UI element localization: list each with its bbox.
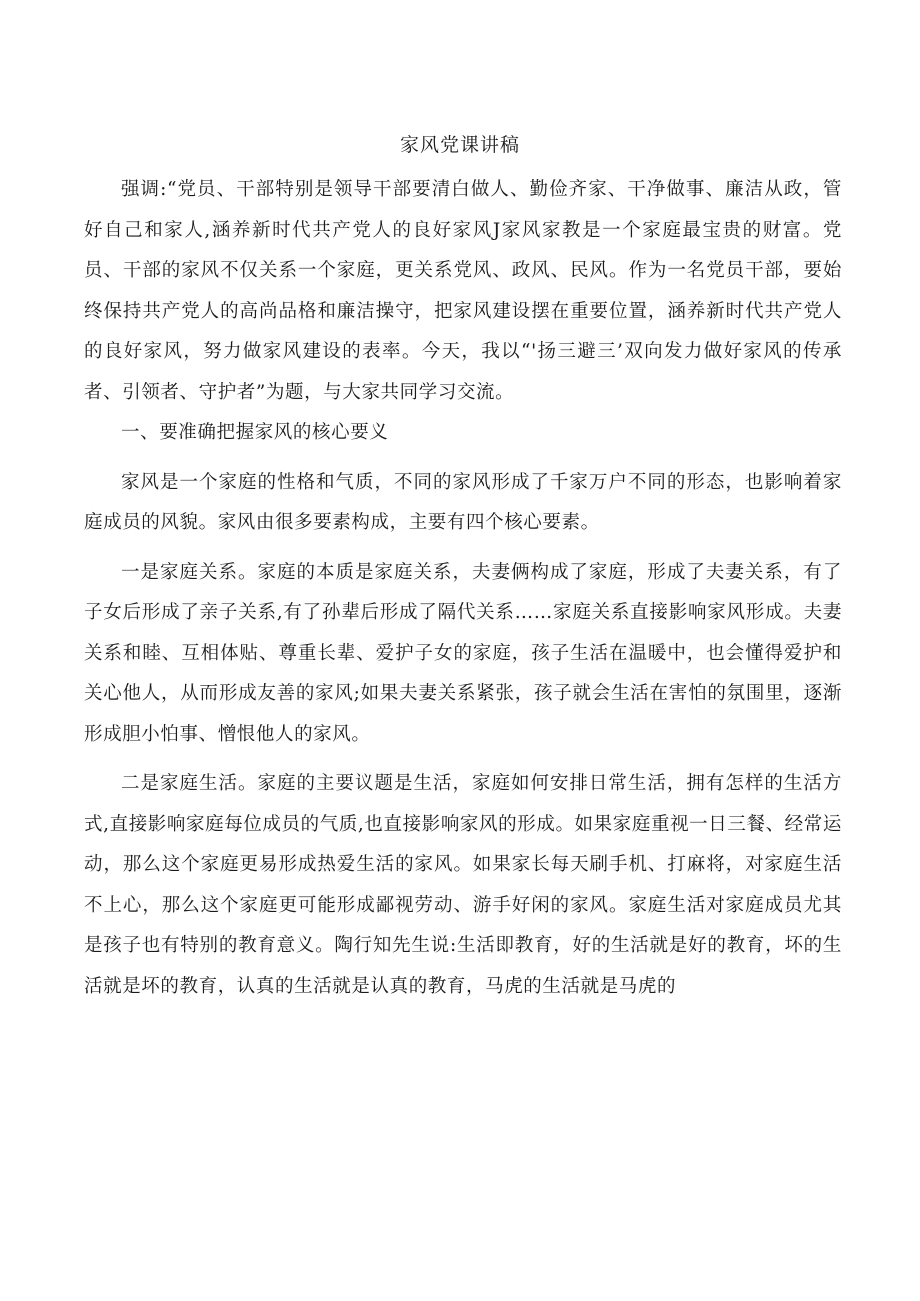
document-title: 家风党课讲稿	[399, 134, 520, 156]
paragraph-family-style: 家风是一个家庭的性格和气质，不同的家风形成了千家万户不同的形态，也影响着家庭成员的风貌。家风由很多要素构成，主要有四个核心要素。	[84, 471, 842, 533]
intro-paragraph: 强调:“党员、干部特别是领导干部要清白做人、勤俭齐家、干净做事、廉洁从政，管好自己和家人,涵养新时代共产党人的良好家风J家风家教是一个家庭最宝贵的财富。党员、干部的家风不仅关系一个家庭，更关系党风、政风、民风。作为一名党员干部，要始终保持共产党人的高尚品格和廉洁操守，把家风建设摆在重要位置，涵养新时代共产党人的良好家风，努力做家风建设的表率。今天，我以“'扬三避三’双向发力做好家风的传承者、引领者、守护者”为题，与大家共同学习交流。	[84, 179, 842, 403]
section-heading: 一、要准确把握家风的核心要义	[121, 422, 389, 443]
paragraph-family-relations: 一是家庭关系。家庭的本质是家庭关系，夫妻俩构成了家庭，形成了夫妻关系，有了子女后形成了亲子关系,有了孙辈后形成了隔代关系……家庭关系直接影响家风形成。夫妻关系和睦、互相体贴、尊重长辈、爱护子女的家庭，孩子生活在温暖中，也会懂得爱护和关心他人，从而形成友善的家风;如果夫妻关系紧张，孩子就会生活在害怕的氛围里，逐渐形成胆小怕事、憎恨他人的家风。	[84, 561, 842, 745]
paragraph-family-life: 二是家庭生活。家庭的主要议题是生活，家庭如何安排日常生活，拥有怎样的生活方式,直接影响家庭每位成员的气质,也直接影响家风的形成。如果家庭重视一日三餐、经常运动，那么这个家庭更易形成热爱生活的家风。如果家长每天刷手机、打麻将，对家庭生活不上心，那么这个家庭更可能形成鄙视劳动、游手好闲的家风。家庭生活对家庭成员尤其是孩子也有特别的教育意义。陶行知先生说:生活即教育，好的生活就是好的教育，坏的生活就是坏的教育，认真的生活就是认真的教育，马虎的生活就是马虎的	[84, 773, 842, 997]
document-body	[84, 170, 842, 1007]
